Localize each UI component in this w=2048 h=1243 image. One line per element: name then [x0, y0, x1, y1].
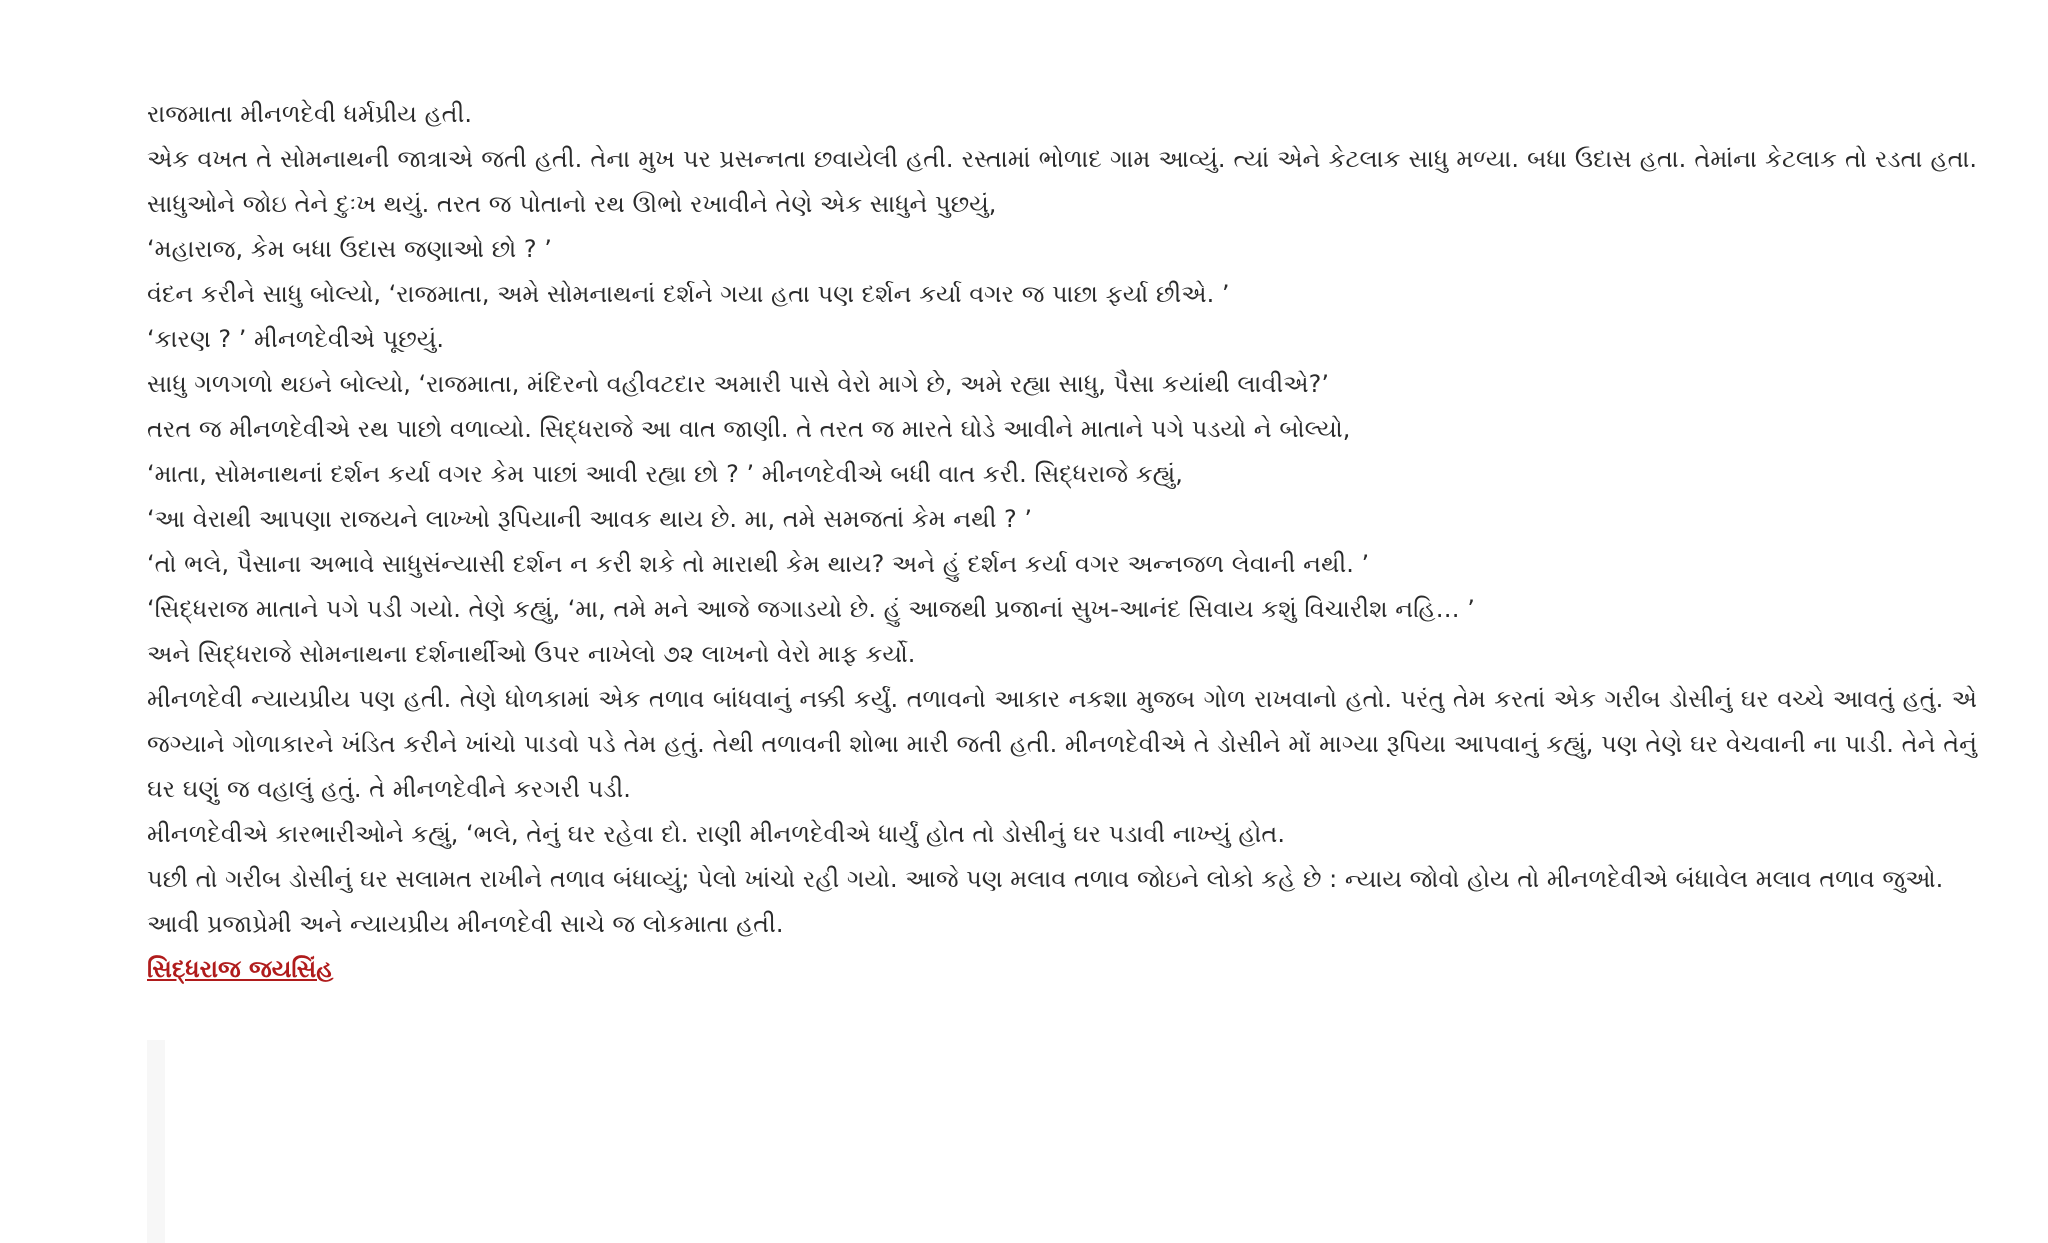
paragraph: ‘સિદ્ધરાજ માતાને પગે પડી ગયો. તેણે કહ્યું, ‘મા, તમે મને આજે જગાડયો છે. હું આજથી પ્રજાનાં સુખ-આનંદ સિવાય કશું વિચારીશ નહિ… ’ [147, 595, 1475, 623]
paragraph: સાધુ ગળગળો થઇને બોલ્યો, ‘રાજમાતા, મંદિરનો વહીવટદાર અમારી પાસે વેરો માગે છે, અમે રહ્યા સાધુ, પૈસા કયાંથી લાવીએ?’ [147, 370, 1329, 398]
paragraph: રાજમાતા મીનળદેવી ધર્મપ્રીય હતી. [147, 100, 473, 128]
paragraph: ‘તો ભલે, પૈસાના અભાવે સાધુસંન્યાસી દર્શન ન કરી શકે તો મારાથી કેમ થાય? અને હું દર્શન કર્યા વગર અન્નજળ લેવાની નથી. ’ [147, 550, 1370, 578]
sidebar-strip [147, 1040, 165, 1243]
paragraph: મીનળદેવીએ કારભારીઓને કહ્યું, ‘ભલે, તેનું ઘર રહેવા દો. રાણી મીનળદેવીએ ધાર્યું હોત તો ડોસીનું ઘર પડાવી નાખ્યું હોત. [147, 820, 1285, 848]
paragraph: અને સિદ્ધરાજે સોમનાથના દર્શનાર્થીઓ ઉપર નાખેલો ૭૨ લાખનો વેરો માફ કર્યો. [147, 640, 916, 668]
paragraph: આવી પ્રજાપ્રેમી અને ન્યાયપ્રીય મીનળદેવી સાચે જ લોકમાતા હતી. [147, 910, 784, 938]
paragraph: મીનળદેવી ન્યાયપ્રીય પણ હતી. તેણે ધોળકામાં એક તળાવ બાંધવાનું નક્કી કર્યું. તળાવનો આકાર નકશા મુજબ ગોળ રાખવાનો હતો. પરંતુ તેમ કરતાં એક ગરીબ ડોસીનું ઘર વચ્ચે આવતું હતું. એ જગ્યાને ગોળાકારને ખંડિત કરીને ખાંચો પાડવો પડે તેમ હતું. તેથી તળાવની શોભા મારી જતી હતી. મીનળદેવીએ તે ડોસીને મોં માગ્યા રૂપિયા આપવાનું કહ્યું, પણ તેણે ઘર વેચવાની ના પાડી. તેને તેનું ઘર ઘણું જ વહાલું હતું. તે મીનળદેવીને કરગરી પડી. [147, 685, 1977, 803]
paragraph: ‘માતા, સોમનાથનાં દર્શન કર્યા વગર કેમ પાછાં આવી રહ્યા છો ? ’ મીનળદેવીએ બધી વાત કરી. સિદ્ધરાજે કહ્યું, [147, 460, 1183, 488]
paragraph: ‘આ વેરાથી આપણા રાજયને લાખ્ખો રૂપિયાની આવક થાય છે. મા, તમે સમજતાં કેમ નથી ? ’ [147, 505, 1033, 533]
paragraph: ‘મહારાજ, કેમ બધા ઉદાસ જણાઓ છો ? ’ [147, 235, 552, 263]
paragraph: તરત જ મીનળદેવીએ રથ પાછો વળાવ્યો. સિદ્ધરાજે આ વાત જાણી. તે તરત જ મારતે ઘોડે આવીને માતાને પગે પડયો ને બોલ્યો, [147, 415, 1351, 443]
paragraph: પછી તો ગરીબ ડોસીનું ઘર સલામત રાખીને તળાવ બંધાવ્યું; પેલો ખાંચો રહી ગયો. આજે પણ મલાવ તળાવ જોઇને લોકો કહે છે : ન્યાય જોવો હોય તો મીનળદેવીએ બંધાવેલ મલાવ તળાવ જુઓ. [147, 865, 1944, 893]
paragraph: એક વખત તે સોમનાથની જાત્રાએ જતી હતી. તેના મુખ પર પ્રસન્નતા છવાયેલી હતી. રસ્તામાં ભોળાદ ગામ આવ્યું. ત્યાં એને કેટલાક સાધુ મળ્યા. બધા ઉદાસ હતા. તેમાંના કેટલાક તો રડતા હતા. સાધુઓને જોઇ તેને દુઃખ થયું. તરત જ પોતાનો રથ ઊભો રખાવીને તેણે એક સાધુને પુછયું, [147, 145, 1977, 218]
paragraph: ‘કારણ ? ’ મીનળદેવીએ પૂછયું. [147, 325, 445, 353]
article-body [147, 92, 1977, 992]
siddhraj-jaysinh-link[interactable]: સિદ્ધરાજ જયસિંહ [147, 955, 334, 983]
paragraph: વંદન કરીને સાધુ બોલ્યો, ‘રાજમાતા, અમે સોમનાથનાં દર્શને ગયા હતા પણ દર્શન કર્યા વગર જ પાછા ફર્યા છીએ. ’ [147, 280, 1230, 308]
